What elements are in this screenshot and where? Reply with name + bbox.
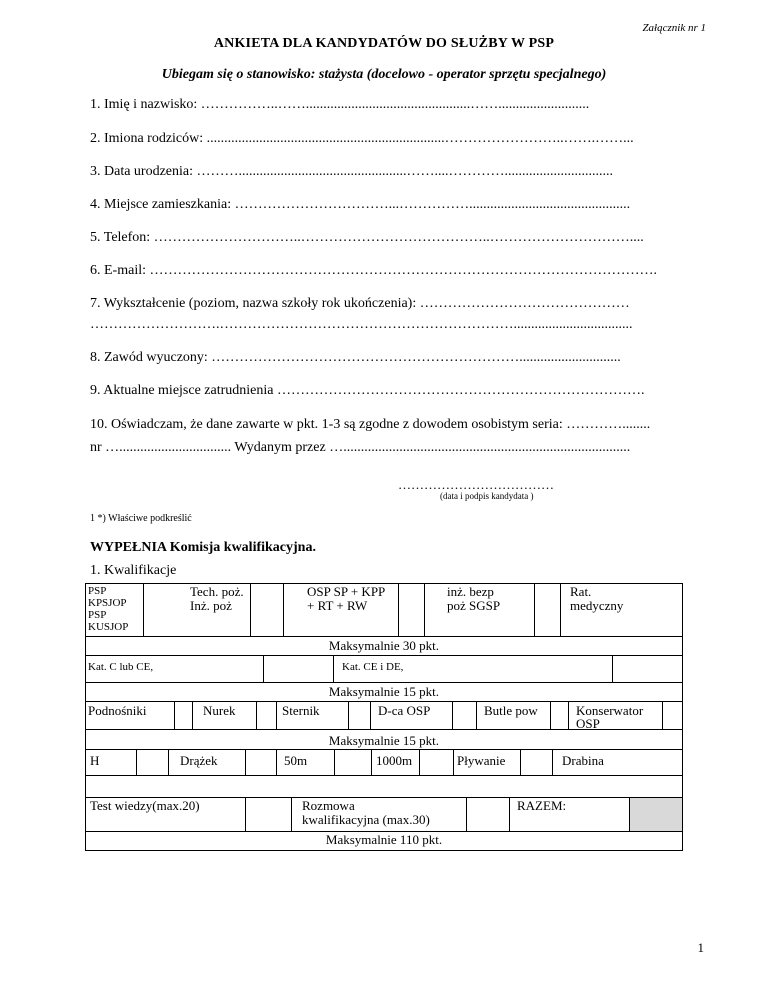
rozmowa-label-1: Rozmowa [302,798,355,813]
rozmowa-label-2: kwalifikacyjna (max.30) [302,812,430,827]
razem-label: RAZEM: [517,798,567,813]
question-declaration: 10. Oświadczam, że dane zawarte w pkt. 1-3 są zgodne z dowodem osobistym seria: …………........ [90,417,651,432]
kusjop-label: KUSJOP [88,621,129,633]
question-declaration-id: nr …................................ Wydanym przez ….................................................................................. [90,440,631,455]
drabina-label: Drabina [562,753,604,768]
inz-poz-label: Inż. poż [190,598,232,613]
signature-line: ……………………………… [398,477,554,492]
question-parents: 2. Imiona rodziców: ....................................................................……………………..…….……... [90,131,634,146]
nurek-label: Nurek [203,703,236,718]
plywanie-label: Pływanie [457,753,506,768]
page-title: ANKIETA DLA KANDYDATÓW DO SŁUŻBY W PSP [213,36,555,51]
page-number: 1 [697,940,704,955]
qualifications-table [85,583,683,851]
annex-label: Załącznik nr 1 [642,22,706,34]
max-30-label: Maksymalnie 30 pkt. [328,638,440,653]
konserwator-label-2: OSP [576,716,600,731]
kat-ce-label: Kat. CE i DE, [342,661,404,673]
qualifications-heading: 1. Kwalifikacje [90,563,177,578]
test-label: Test wiedzy(max.20) [90,798,200,813]
max-15-label-b: Maksymalnie 15 pkt. [328,733,440,748]
osp-label-1: OSP SP + KPP [307,584,386,599]
signature-caption: (data i podpis kandydata ) [440,491,534,501]
inz-bezp-label-2: poż SGSP [447,598,501,613]
sternik-label: Sternik [282,703,320,718]
question-phone: 5. Telefon: …………………………..…………………………………..………………………….... [90,230,644,245]
question-name: 1. Imię i nazwisko: ……………..……...............................................…….......................... [90,97,590,112]
rat-label-1: Rat. [570,584,592,599]
50m-label: 50m [284,753,308,768]
osp-label-2: + RT + RW [307,598,368,613]
kat-c-label: Kat. C lub CE, [88,661,154,673]
max-15-label-a: Maksymalnie 15 pkt. [328,684,440,699]
question-email: 6. E-mail: ………………………………………………………………………………………………. [90,263,657,278]
psp-label-2: PSP [88,609,107,621]
committee-heading: WYPEŁNIA Komisja kwalifikacyjna. [90,540,316,555]
butle-label: Butle pow [484,703,538,718]
question-education-continued: ……………………….……………………………………………………….................................. [90,317,633,332]
position-subtitle: Ubiegam się o stanowisko: stażysta (docelowo - operator sprzętu specjalnego) [161,67,607,82]
footnote: 1 *) Właściwe podkreślić [90,513,192,524]
1000m-label: 1000m [376,753,413,768]
question-birthdate: 3. Data urodzenia: ………................................................……....…………............................... [90,164,614,179]
rat-label-2: medyczny [570,598,624,613]
kpsjop-label: KPSJOP [88,597,127,609]
question-education: 7. Wykształcenie (poziom, nazwa szkoły rok ukończenia): ……………………………………… [90,296,630,311]
max-110-label: Maksymalnie 110 pkt. [325,832,443,847]
konserwator-label-1: Konserwator [576,703,644,718]
h-label: H [90,753,100,768]
question-employment: 9. Aktualne miejsce zatrudnienia ……………………………………………………………………. [90,383,645,398]
dca-osp-label: D-ca OSP [378,703,431,718]
question-residence: 4. Miejsce zamieszkania: ……………………………...…………….............................................. [90,197,631,212]
psp-label: PSP [88,585,107,597]
question-profession: 8. Zawód wyuczony: …………………………………………………………............................. [90,350,621,365]
inz-bezp-label-1: inż. bezp [447,584,494,599]
drazek-label: Drążek [180,753,218,768]
tech-poz-label: Tech. poż. [190,584,244,599]
podnosniki-label: Podnośniki [88,703,147,718]
